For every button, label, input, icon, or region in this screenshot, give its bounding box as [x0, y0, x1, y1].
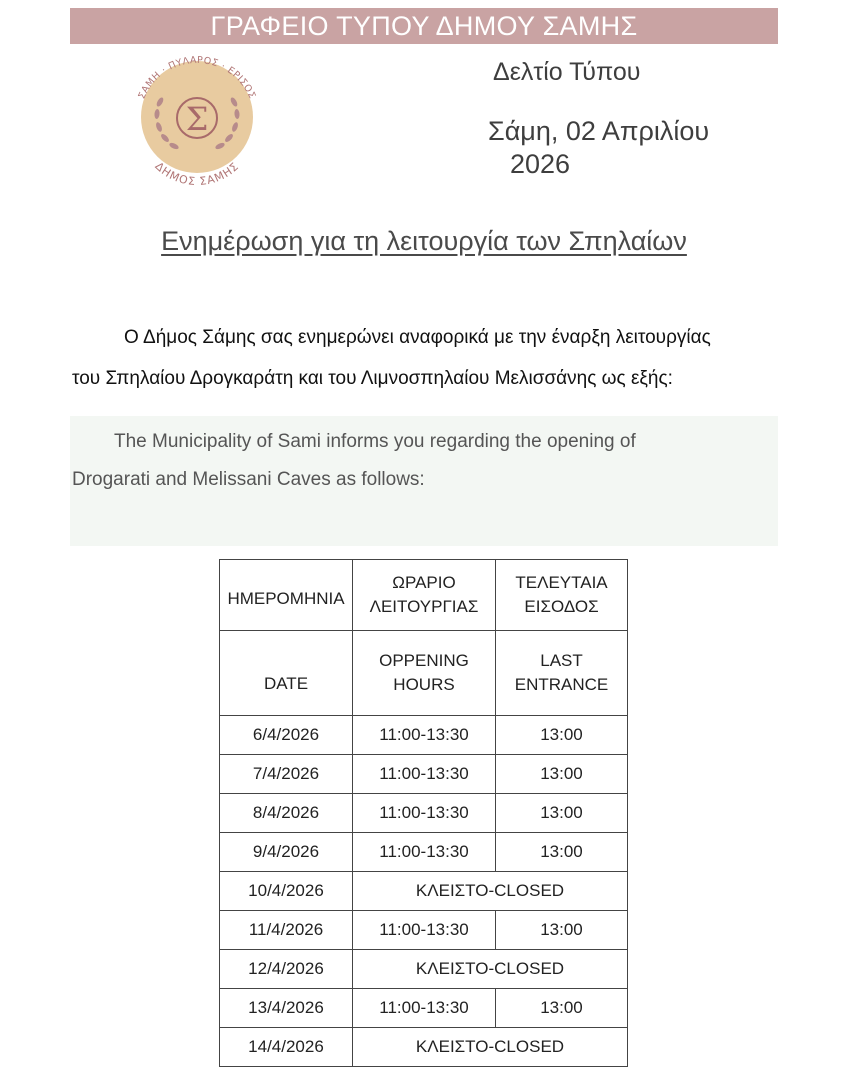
logo-bottom-text: ΔΗΜΟΣ ΣΑΜΗΣ	[152, 159, 242, 189]
row-hours: 11:00-13:30	[353, 989, 496, 1028]
schedule-table	[219, 559, 628, 1067]
row-hours: 11:00-13:30	[353, 833, 496, 872]
press-office-banner: ΓΡΑΦΕΙΟ ΤΥΠΟΥ ΔΗΜΟΥ ΣΑΜΗΣ	[70, 8, 778, 44]
row-date: 10/4/2026	[220, 872, 353, 911]
table-row	[220, 950, 628, 989]
table-header-row-english	[220, 631, 628, 716]
row-last-entrance: 13:00	[496, 833, 628, 872]
header-hours-en	[353, 631, 496, 716]
table-row	[220, 833, 628, 872]
header-date-gr: ΗΜΕΡΟΜΗΝΙΑ	[220, 560, 353, 631]
row-date: 8/4/2026	[220, 794, 353, 833]
header-hours-en-line1: OPPENING	[379, 651, 469, 670]
row-closed-status: ΚΛΕΙΣΤΟ-CLOSED	[353, 1028, 628, 1067]
english-paragraph-line: Drogarati and Melissani Caves as follows:	[72, 469, 425, 490]
table-row	[220, 755, 628, 794]
row-date: 11/4/2026	[220, 911, 353, 950]
table-row	[220, 872, 628, 911]
table-row	[220, 716, 628, 755]
header-hours-gr-line1: ΩΡΑΡΙΟ	[392, 573, 456, 592]
row-date: 7/4/2026	[220, 755, 353, 794]
header-hours-gr	[353, 560, 496, 631]
announcement-title: Ενημέρωση για τη λειτουργία των Σπηλαίων	[161, 226, 687, 256]
row-last-entrance: 13:00	[496, 755, 628, 794]
row-date: 6/4/2026	[220, 716, 353, 755]
row-last-entrance: 13:00	[496, 989, 628, 1028]
municipality-logo	[122, 42, 272, 192]
table-header-row-greek	[220, 560, 628, 631]
table-row	[220, 989, 628, 1028]
row-last-entrance: 13:00	[496, 716, 628, 755]
english-paragraph-line: The Municipality of Sami informs you regarding the opening of	[114, 431, 636, 452]
header-hours-gr-line2: ΛΕΙΤΟΥΡΓΙΑΣ	[369, 597, 479, 616]
header-last-en	[496, 631, 628, 716]
row-date: 9/4/2026	[220, 833, 353, 872]
date-year: 2026	[510, 149, 571, 179]
header-last-en-line1: LAST	[540, 651, 583, 670]
greek-paragraph-line: Ο Δήμος Σάμης σας ενημερώνει αναφορικά με την έναρξη λειτουργίας	[124, 327, 711, 348]
row-date: 14/4/2026	[220, 1028, 353, 1067]
row-hours: 11:00-13:30	[353, 794, 496, 833]
header-date-en: DATE	[220, 631, 353, 716]
schedule-rows	[220, 716, 628, 1067]
logo-letter: Σ	[185, 100, 209, 138]
table-row	[220, 794, 628, 833]
row-date: 12/4/2026	[220, 950, 353, 989]
row-hours: 11:00-13:30	[353, 911, 496, 950]
date-line: Σάμη, 02 Απριλίου	[488, 116, 710, 146]
greek-paragraph-line: του Σπηλαίου Δρογκαράτη και του Λιμνοσπηλαίου Μελισσάνης ως εξής:	[72, 368, 673, 389]
logo-top-text: ΣΑΜΗ · ΠΥΛΑΡΟΣ · ΕΡΙΣΟΣ	[136, 54, 258, 101]
row-last-entrance: 13:00	[496, 911, 628, 950]
header-last-gr-line1: ΤΕΛΕΥΤΑΙΑ	[515, 573, 608, 592]
row-hours: 11:00-13:30	[353, 716, 496, 755]
header-hours-en-line2: HOURS	[393, 675, 455, 694]
row-hours: 11:00-13:30	[353, 755, 496, 794]
row-closed-status: ΚΛΕΙΣΤΟ-CLOSED	[353, 872, 628, 911]
header-last-gr-line2: ΕΙΣΟΔΟΣ	[524, 597, 599, 616]
table-row	[220, 1028, 628, 1067]
header-last-en-line2: ENTRANCE	[514, 675, 609, 694]
row-closed-status: ΚΛΕΙΣΤΟ-CLOSED	[353, 950, 628, 989]
row-last-entrance: 13:00	[496, 794, 628, 833]
table-row	[220, 911, 628, 950]
row-date: 13/4/2026	[220, 989, 353, 1028]
press-release-label: Δελτίο Τύπου	[493, 58, 641, 86]
header-last-gr	[496, 560, 628, 631]
